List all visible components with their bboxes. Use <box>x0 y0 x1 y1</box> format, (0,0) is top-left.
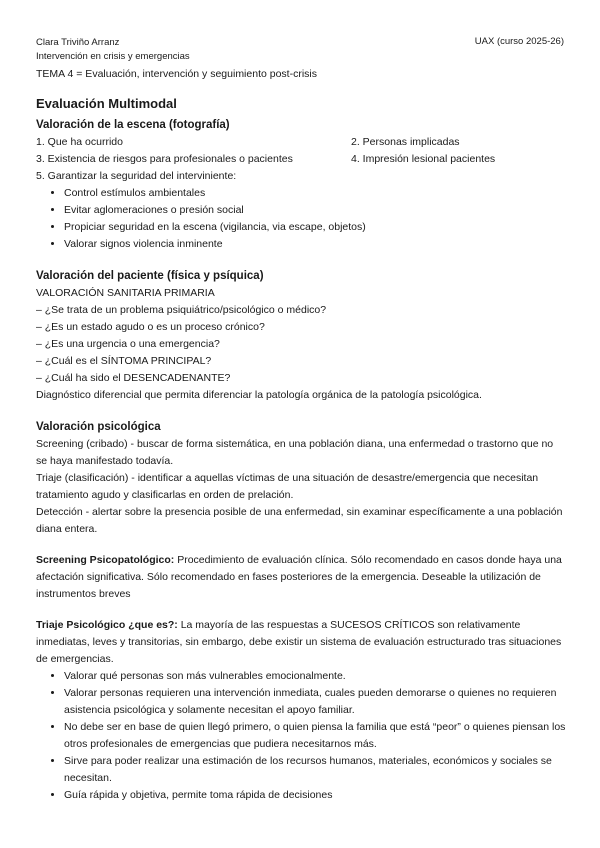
screening-text: Screening (cribado) - buscar de forma sistemática, en una población diana, una enfermedad o trastorno que no se haya manifestado todavía. <box>36 438 554 467</box>
question-line: – ¿Es un estado agudo o es un proceso crónico? <box>36 321 265 333</box>
scene-item: 1. Que ha ocurrido <box>36 136 123 148</box>
screening-psico-label: Screening Psicopatológico: <box>36 554 175 566</box>
list-item: • Control estímulos ambientales <box>64 185 566 202</box>
psych-heading: Valoración psicológica <box>36 421 161 433</box>
differential-diagnosis: Diagnóstico diferencial que permita diferenciar la patología orgánica de la patología psicológica. <box>36 389 482 401</box>
patient-section <box>36 267 566 404</box>
question-line: – ¿Cuál ha sido el DESENCADENANTE? <box>36 372 231 384</box>
patient-subheading: VALORACIÓN SANITARIA PRIMARIA <box>36 287 215 299</box>
triage-text: Triaje (clasificación) - identificar a aquellas víctimas de una situación de desastre/emergencia que necesitan tratamiento agudo y clasificarlas en orden de prelación. <box>36 472 539 501</box>
list-item: • Valorar personas requieren una intervención inmediata, cuales pueden demorarse o quienes no requieren asistencia psicológica y solamente necesitan el apoyo familiar. <box>64 685 566 719</box>
subject-name: Intervención en crisis y emergencias <box>36 51 190 62</box>
list-item: • Evitar aglomeraciones o presión social <box>64 202 566 219</box>
list-item: • Guía rápida y objetiva, permite toma rápida de decisiones <box>64 787 566 804</box>
psych-section <box>36 418 566 538</box>
scene-bullets <box>36 185 566 253</box>
scene-item-5: 5. Garantizar la seguridad del interviniente: <box>36 170 237 182</box>
document-content <box>36 94 566 804</box>
triaje-paragraph <box>36 617 566 668</box>
screening-psico-section <box>36 552 566 603</box>
list-item: • Valorar qué personas son más vulnerables emocionalmente. <box>64 668 566 685</box>
triaje-bullets <box>36 668 566 804</box>
triaje-label: Triaje Psicológico ¿que es?: <box>36 619 178 631</box>
scene-item: 3. Existencia de riesgos para profesionales o pacientes <box>36 153 293 165</box>
topic-title: TEMA 4 = Evaluación, intervención y seguimiento post-crisis <box>36 68 318 80</box>
scene-item: 4. Impresión lesional pacientes <box>351 153 496 165</box>
triaje-section <box>36 617 566 804</box>
list-item: • Sirve para poder realizar una estimación de los recursos humanos, materiales, económicos y sociales se necesitan. <box>64 753 566 787</box>
scene-item: 2. Personas implicadas <box>351 136 460 148</box>
list-item: • No debe ser en base de quien llegó primero, o quien piensa la familia que está “peor” o quienes piensan los otros profesionales de emergencias que pudiera necesitarnos más. <box>64 719 566 753</box>
scene-grid <box>36 134 566 168</box>
page-title: Evaluación Multimodal <box>36 96 177 111</box>
question-line: – ¿Cuál es el SÍNTOMA PRINCIPAL? <box>36 355 212 367</box>
list-item: • Propiciar seguridad en la escena (vigilancia, via escape, objetos) <box>64 219 566 236</box>
author-name: Clara Triviño Arranz <box>36 37 120 48</box>
course-label: UAX (curso 2025-26) <box>474 36 564 47</box>
screening-psico-paragraph <box>36 552 566 603</box>
triaje-text: La mayoría de las respuestas a SUCESOS CRÍTICOS son relativamente inmediatas, leves y transitorias, sin embargo, debe existir un sistema de evaluación estructurado tras situaciones de emergencias. <box>36 619 562 665</box>
screening-psico-text: Procedimiento de evaluación clínica. Sólo recomendado en casos donde haya una afectación significativa. Sólo recomendado en fases posteriores de la emergencia. Deseable la utilización de instrumentos breves <box>36 554 562 600</box>
patient-heading: Valoración del paciente (física y psíquica) <box>36 270 264 282</box>
scene-heading: Valoración de la escena (fotografía) <box>36 119 230 131</box>
question-line: – ¿Se trata de un problema psiquiátrico/psicológico o médico? <box>36 304 327 316</box>
detection-text: Detección - alertar sobre la presencia posible de una enfermedad, sin examinar específicamente a una población diana entera. <box>36 506 563 535</box>
question-line: – ¿Es una urgencia o una emergencia? <box>36 338 220 350</box>
list-item: • Valorar signos violencia inminente <box>64 236 566 253</box>
